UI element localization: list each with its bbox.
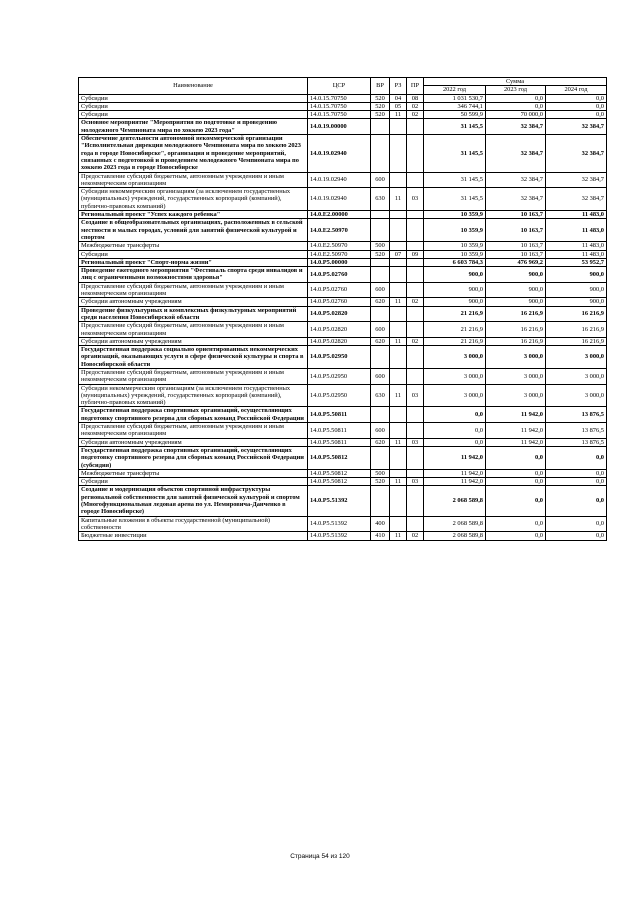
cell-pr <box>407 423 424 439</box>
cell-2022: 10 359,9 <box>424 211 486 219</box>
cell-2024: 11 483,0 <box>546 242 607 250</box>
cell-pr: 03 <box>407 438 424 446</box>
cell-name: Субсидии автономным учреждениям <box>79 337 308 345</box>
cell-2023: 16 216,9 <box>486 306 546 322</box>
cell-pr <box>407 135 424 172</box>
cell-2022: 21 216,9 <box>424 306 486 322</box>
cell-name: Субсидии некоммерческим организациям (за исключением государственных (муниципальных) учреждений, государственных корпораций (компаний), публично-правовых компаний) <box>79 384 308 407</box>
cell-name: Проведение ежегодного мероприятия "Фестиваль спорта среди инвалидов и лиц с ограниченными возможностями здоровья" <box>79 267 308 283</box>
header-year-2024: 2024 год <box>546 86 607 94</box>
cell-2022: 31 145,5 <box>424 119 486 135</box>
cell-2023: 3 000,0 <box>486 384 546 407</box>
cell-2022: 21 216,9 <box>424 322 486 338</box>
cell-rz: 11 <box>390 478 407 486</box>
cell-2024: 900,0 <box>546 267 607 283</box>
cell-vr: 400 <box>371 516 390 532</box>
cell-vr: 520 <box>371 94 390 102</box>
cell-vr <box>371 446 390 469</box>
cell-2022: 10 359,9 <box>424 219 486 242</box>
cell-2022: 50 599,9 <box>424 111 486 119</box>
table-row <box>79 119 607 135</box>
cell-vr: 520 <box>371 250 390 258</box>
cell-2023: 0,0 <box>486 102 546 110</box>
cell-rz <box>390 242 407 250</box>
cell-2023: 0,0 <box>486 486 546 516</box>
cell-2024: 0,0 <box>546 102 607 110</box>
cell-name: Региональный проект "Спорт-норма жизни" <box>79 258 308 266</box>
cell-2023: 900,0 <box>486 298 546 306</box>
cell-2023: 900,0 <box>486 282 546 298</box>
cell-name: Субсидии <box>79 250 308 258</box>
cell-pr <box>407 282 424 298</box>
cell-vr: 630 <box>371 188 390 211</box>
cell-rz <box>390 258 407 266</box>
cell-name: Государственная поддержка социально ориентированных некоммерческих организаций, оказывающих услуги в сфере физической культуры и спорта в Новосибирской области <box>79 346 308 369</box>
table-row <box>79 322 607 338</box>
cell-name: Субсидии автономным учреждениям <box>79 438 308 446</box>
cell-name: Субсидии <box>79 478 308 486</box>
page-footer: Страница 54 из 120 <box>290 853 350 860</box>
cell-2022: 10 359,9 <box>424 250 486 258</box>
cell-pr <box>407 322 424 338</box>
cell-2022: 31 145,5 <box>424 135 486 172</box>
header-rz: РЗ <box>390 78 407 95</box>
cell-2024: 16 216,9 <box>546 337 607 345</box>
cell-name: Капитальные вложения в объекты государственной (муниципальной) собственности <box>79 516 308 532</box>
cell-2023: 10 163,7 <box>486 211 546 219</box>
cell-pr <box>407 486 424 516</box>
cell-2024: 32 384,7 <box>546 188 607 211</box>
cell-2024: 0,0 <box>546 486 607 516</box>
cell-rz <box>390 219 407 242</box>
cell-2023: 16 216,9 <box>486 322 546 338</box>
cell-pr <box>407 258 424 266</box>
cell-rz <box>390 486 407 516</box>
cell-2024: 11 483,0 <box>546 211 607 219</box>
cell-csr: 14.0.E2.50970 <box>308 219 371 242</box>
cell-2024: 16 216,9 <box>546 306 607 322</box>
cell-csr: 14.0.P5.50812 <box>308 446 371 469</box>
table-row <box>79 282 607 298</box>
cell-vr: 520 <box>371 478 390 486</box>
cell-pr: 02 <box>407 298 424 306</box>
table-row <box>79 532 607 540</box>
cell-csr: 14.0.P5.02950 <box>308 384 371 407</box>
header-row <box>79 78 607 86</box>
header-name: Наименование <box>79 78 308 95</box>
cell-rz: 11 <box>390 111 407 119</box>
table-row <box>79 211 607 219</box>
cell-name: Государственная поддержка спортивных организаций, осуществляющих подготовку спортивного резерва для сборных команд Российской Федерации <box>79 407 308 423</box>
table-row <box>79 478 607 486</box>
cell-2024: 32 384,7 <box>546 135 607 172</box>
table-row <box>79 346 607 369</box>
cell-rz <box>390 516 407 532</box>
cell-name: Межбюджетные трансферты <box>79 242 308 250</box>
cell-2024: 32 384,7 <box>546 172 607 188</box>
cell-csr: 14.0.15.70750 <box>308 102 371 110</box>
cell-2024: 53 952,7 <box>546 258 607 266</box>
cell-pr <box>407 119 424 135</box>
cell-vr: 620 <box>371 438 390 446</box>
table-row <box>79 242 607 250</box>
cell-2023: 0,0 <box>486 94 546 102</box>
table-row <box>79 250 607 258</box>
cell-2024: 32 384,7 <box>546 119 607 135</box>
cell-pr <box>407 446 424 469</box>
cell-csr: 14.0.P5.00000 <box>308 258 371 266</box>
cell-2023: 0,0 <box>486 478 546 486</box>
cell-name: Региональный проект "Успех каждого ребенка" <box>79 211 308 219</box>
cell-2022: 0,0 <box>424 407 486 423</box>
table-row <box>79 135 607 172</box>
table-row <box>79 368 607 384</box>
cell-2022: 31 145,5 <box>424 188 486 211</box>
table-row <box>79 446 607 469</box>
cell-2024: 0,0 <box>546 446 607 469</box>
cell-vr <box>371 219 390 242</box>
cell-csr: 14.0.P5.50812 <box>308 469 371 477</box>
cell-2023: 11 942,0 <box>486 438 546 446</box>
cell-rz <box>390 172 407 188</box>
table-row <box>79 111 607 119</box>
cell-rz: 11 <box>390 337 407 345</box>
cell-pr <box>407 242 424 250</box>
cell-rz: 05 <box>390 102 407 110</box>
cell-vr: 520 <box>371 102 390 110</box>
table-row <box>79 423 607 439</box>
table-row <box>79 188 607 211</box>
cell-rz <box>390 423 407 439</box>
cell-2024: 0,0 <box>546 94 607 102</box>
cell-2022: 1 031 530,7 <box>424 94 486 102</box>
cell-2023: 11 942,0 <box>486 407 546 423</box>
cell-2022: 31 145,5 <box>424 172 486 188</box>
cell-2023: 32 384,7 <box>486 135 546 172</box>
cell-name: Субсидии <box>79 102 308 110</box>
cell-2023: 10 163,7 <box>486 250 546 258</box>
header-sum: Сумма <box>424 78 607 86</box>
cell-name: Субсидии некоммерческим организациям (за исключением государственных (муниципальных) учреждений, государственных корпораций (компаний), публично-правовых компаний) <box>79 188 308 211</box>
cell-2024: 3 000,0 <box>546 384 607 407</box>
cell-name: Проведение физкультурных и комплексных физкультурных мероприятий среди населения Новосибирской области <box>79 306 308 322</box>
cell-2022: 2 068 589,8 <box>424 516 486 532</box>
cell-name: Предоставление субсидий бюджетным, автономным учреждениям и иным некоммерческим организациям <box>79 322 308 338</box>
cell-2024: 900,0 <box>546 282 607 298</box>
cell-rz: 11 <box>390 438 407 446</box>
cell-2022: 900,0 <box>424 267 486 283</box>
table-row <box>79 306 607 322</box>
cell-rz <box>390 368 407 384</box>
cell-2023: 0,0 <box>486 469 546 477</box>
cell-vr <box>371 267 390 283</box>
cell-csr: 14.0.E2.50970 <box>308 242 371 250</box>
cell-vr: 620 <box>371 298 390 306</box>
cell-pr: 09 <box>407 250 424 258</box>
cell-vr <box>371 306 390 322</box>
cell-2023: 32 384,7 <box>486 172 546 188</box>
cell-csr: 14.0.P5.51392 <box>308 486 371 516</box>
table-row <box>79 172 607 188</box>
cell-name: Субсидии автономным учреждениям <box>79 298 308 306</box>
cell-csr: 14.0.P5.50811 <box>308 407 371 423</box>
cell-vr: 600 <box>371 282 390 298</box>
cell-rz <box>390 469 407 477</box>
cell-2023: 10 163,7 <box>486 242 546 250</box>
cell-vr: 410 <box>371 532 390 540</box>
cell-2023: 16 216,9 <box>486 337 546 345</box>
cell-2024: 3 000,0 <box>546 346 607 369</box>
cell-csr: 14.0.P5.50812 <box>308 478 371 486</box>
cell-vr: 600 <box>371 322 390 338</box>
cell-rz: 04 <box>390 94 407 102</box>
cell-vr: 520 <box>371 111 390 119</box>
cell-vr: 600 <box>371 368 390 384</box>
cell-2023: 0,0 <box>486 532 546 540</box>
cell-pr: 08 <box>407 94 424 102</box>
cell-rz <box>390 135 407 172</box>
cell-vr <box>371 135 390 172</box>
cell-rz <box>390 306 407 322</box>
cell-pr: 02 <box>407 102 424 110</box>
cell-pr <box>407 211 424 219</box>
cell-csr: 14.0.19.00000 <box>308 119 371 135</box>
cell-vr: 620 <box>371 337 390 345</box>
cell-2023: 476 969,2 <box>486 258 546 266</box>
table-row <box>79 298 607 306</box>
cell-name: Субсидии <box>79 111 308 119</box>
cell-2024: 16 216,9 <box>546 322 607 338</box>
cell-name: Создание и модернизация объектов спортивной инфраструктуры региональной собственности для занятий физической культурой и спортом (Многофункциональная ледовая арена по ул. Немировича-Данченко в городе Новосибирске) <box>79 486 308 516</box>
cell-rz: 11 <box>390 532 407 540</box>
cell-2023: 70 000,0 <box>486 111 546 119</box>
cell-vr <box>371 407 390 423</box>
cell-2022: 11 942,0 <box>424 469 486 477</box>
header-year-2022: 2022 год <box>424 86 486 94</box>
cell-2023: 900,0 <box>486 267 546 283</box>
cell-pr <box>407 368 424 384</box>
cell-2023: 32 384,7 <box>486 188 546 211</box>
table-row <box>79 94 607 102</box>
table-row <box>79 486 607 516</box>
cell-name: Государственная поддержка спортивных организаций, осуществляющих подготовку спортивного резерва для сборных команд Российской Федерации (субсидия) <box>79 446 308 469</box>
cell-csr: 14.0.E2.50970 <box>308 250 371 258</box>
cell-csr: 14.0.P5.02950 <box>308 368 371 384</box>
cell-vr: 600 <box>371 172 390 188</box>
cell-2022: 900,0 <box>424 298 486 306</box>
cell-2024: 13 876,5 <box>546 407 607 423</box>
cell-pr: 02 <box>407 111 424 119</box>
cell-2022: 3 000,0 <box>424 346 486 369</box>
cell-2023: 0,0 <box>486 446 546 469</box>
cell-pr <box>407 172 424 188</box>
cell-vr: 500 <box>371 469 390 477</box>
cell-2024: 900,0 <box>546 298 607 306</box>
cell-2024: 11 483,0 <box>546 219 607 242</box>
cell-2024: 0,0 <box>546 469 607 477</box>
cell-2022: 11 942,0 <box>424 478 486 486</box>
cell-rz: 11 <box>390 298 407 306</box>
cell-2022: 900,0 <box>424 282 486 298</box>
cell-2024: 11 483,0 <box>546 250 607 258</box>
table-row <box>79 384 607 407</box>
cell-csr: 14.0.P5.02820 <box>308 306 371 322</box>
cell-rz <box>390 407 407 423</box>
cell-csr: 14.0.19.02940 <box>308 172 371 188</box>
cell-name: Предоставление субсидий бюджетным, автономным учреждениям и иным некоммерческим организациям <box>79 423 308 439</box>
cell-pr: 03 <box>407 478 424 486</box>
cell-2024: 0,0 <box>546 111 607 119</box>
cell-name: Создание в общеобразовательных организациях, расположенных в сельской местности и малых городах, условий для занятий физической культурой и спортом <box>79 219 308 242</box>
cell-rz <box>390 282 407 298</box>
cell-csr: 14.0.15.70750 <box>308 94 371 102</box>
cell-rz: 11 <box>390 188 407 211</box>
cell-2023: 3 000,0 <box>486 346 546 369</box>
budget-table <box>78 77 607 541</box>
cell-2024: 13 876,5 <box>546 438 607 446</box>
cell-rz: 11 <box>390 384 407 407</box>
cell-pr <box>407 346 424 369</box>
cell-2024: 0,0 <box>546 478 607 486</box>
cell-vr <box>371 119 390 135</box>
cell-pr: 03 <box>407 188 424 211</box>
cell-pr <box>407 407 424 423</box>
cell-2024: 0,0 <box>546 516 607 532</box>
cell-2023: 32 384,7 <box>486 119 546 135</box>
cell-csr: 14.0.P5.51392 <box>308 532 371 540</box>
cell-rz <box>390 211 407 219</box>
table-row <box>79 438 607 446</box>
cell-2022: 10 359,9 <box>424 242 486 250</box>
table-row <box>79 219 607 242</box>
cell-csr: 14.0.P5.02820 <box>308 337 371 345</box>
cell-pr: 02 <box>407 532 424 540</box>
cell-csr: 14.0.P5.02760 <box>308 267 371 283</box>
cell-2022: 2 068 589,8 <box>424 532 486 540</box>
cell-name: Обеспечение деятельности автономной некоммерческой организации "Исполнительная дирекция молодежного Чемпионата мира по хоккею 2023 года в городе Новосибирске", организация и проведение мероприятий, связанных с подготовкой и проведением молодежного Чемпионата мира по хоккею 2023 года в городе Новосибирске <box>79 135 308 172</box>
cell-2022: 21 216,9 <box>424 337 486 345</box>
cell-csr: 14.0.15.70750 <box>308 111 371 119</box>
cell-vr <box>371 346 390 369</box>
cell-name: Предоставление субсидий бюджетным, автономным учреждениям и иным некоммерческим организациям <box>79 282 308 298</box>
cell-pr <box>407 267 424 283</box>
cell-pr: 02 <box>407 337 424 345</box>
cell-vr <box>371 211 390 219</box>
header-year-2023: 2023 год <box>486 86 546 94</box>
cell-vr: 500 <box>371 242 390 250</box>
table-body <box>79 94 607 540</box>
cell-2023: 11 942,0 <box>486 423 546 439</box>
cell-rz: 07 <box>390 250 407 258</box>
cell-2022: 6 603 784,3 <box>424 258 486 266</box>
cell-2022: 0,0 <box>424 438 486 446</box>
cell-2024: 13 876,5 <box>546 423 607 439</box>
cell-rz <box>390 119 407 135</box>
cell-2024: 0,0 <box>546 532 607 540</box>
header-vr: ВР <box>371 78 390 95</box>
cell-csr: 14.0.P5.02760 <box>308 282 371 298</box>
cell-2022: 346 744,1 <box>424 102 486 110</box>
cell-2022: 3 000,0 <box>424 384 486 407</box>
cell-name: Основное мероприятие "Мероприятия по подготовке и проведению молодежного Чемпионата мира по хоккею 2023 года" <box>79 119 308 135</box>
cell-rz <box>390 267 407 283</box>
cell-2023: 3 000,0 <box>486 368 546 384</box>
cell-pr <box>407 516 424 532</box>
cell-vr: 630 <box>371 384 390 407</box>
cell-csr: 14.0.P5.50811 <box>308 423 371 439</box>
cell-csr: 14.0.19.02940 <box>308 135 371 172</box>
cell-pr <box>407 469 424 477</box>
table-row <box>79 337 607 345</box>
cell-csr: 14.0.P5.02820 <box>308 322 371 338</box>
table-row <box>79 516 607 532</box>
cell-2024: 3 000,0 <box>546 368 607 384</box>
cell-csr: 14.0.E2.00000 <box>308 211 371 219</box>
cell-csr: 14.0.19.02940 <box>308 188 371 211</box>
cell-csr: 14.0.P5.50811 <box>308 438 371 446</box>
cell-rz <box>390 446 407 469</box>
cell-name: Субсидии <box>79 94 308 102</box>
cell-vr <box>371 258 390 266</box>
cell-name: Предоставление субсидий бюджетным, автономным учреждениям и иным некоммерческим организациям <box>79 172 308 188</box>
table-row <box>79 469 607 477</box>
cell-2023: 10 163,7 <box>486 219 546 242</box>
cell-pr: 03 <box>407 384 424 407</box>
cell-2023: 0,0 <box>486 516 546 532</box>
cell-rz <box>390 346 407 369</box>
cell-csr: 14.0.P5.02760 <box>308 298 371 306</box>
cell-2022: 3 000,0 <box>424 368 486 384</box>
cell-csr: 14.0.P5.51392 <box>308 516 371 532</box>
cell-2022: 0,0 <box>424 423 486 439</box>
cell-name: Бюджетные инвестиции <box>79 532 308 540</box>
table-row <box>79 407 607 423</box>
cell-name: Предоставление субсидий бюджетным, автономным учреждениям и иным некоммерческим организациям <box>79 368 308 384</box>
cell-pr <box>407 306 424 322</box>
cell-name: Межбюджетные трансферты <box>79 469 308 477</box>
cell-rz <box>390 322 407 338</box>
cell-2022: 2 068 589,8 <box>424 486 486 516</box>
header-csr: ЦСР <box>308 78 371 95</box>
table-row <box>79 102 607 110</box>
table-row <box>79 267 607 283</box>
cell-pr <box>407 219 424 242</box>
table-row <box>79 258 607 266</box>
cell-vr: 600 <box>371 423 390 439</box>
header-pr: ПР <box>407 78 424 95</box>
cell-csr: 14.0.P5.02950 <box>308 346 371 369</box>
cell-2022: 11 942,0 <box>424 446 486 469</box>
cell-vr <box>371 486 390 516</box>
